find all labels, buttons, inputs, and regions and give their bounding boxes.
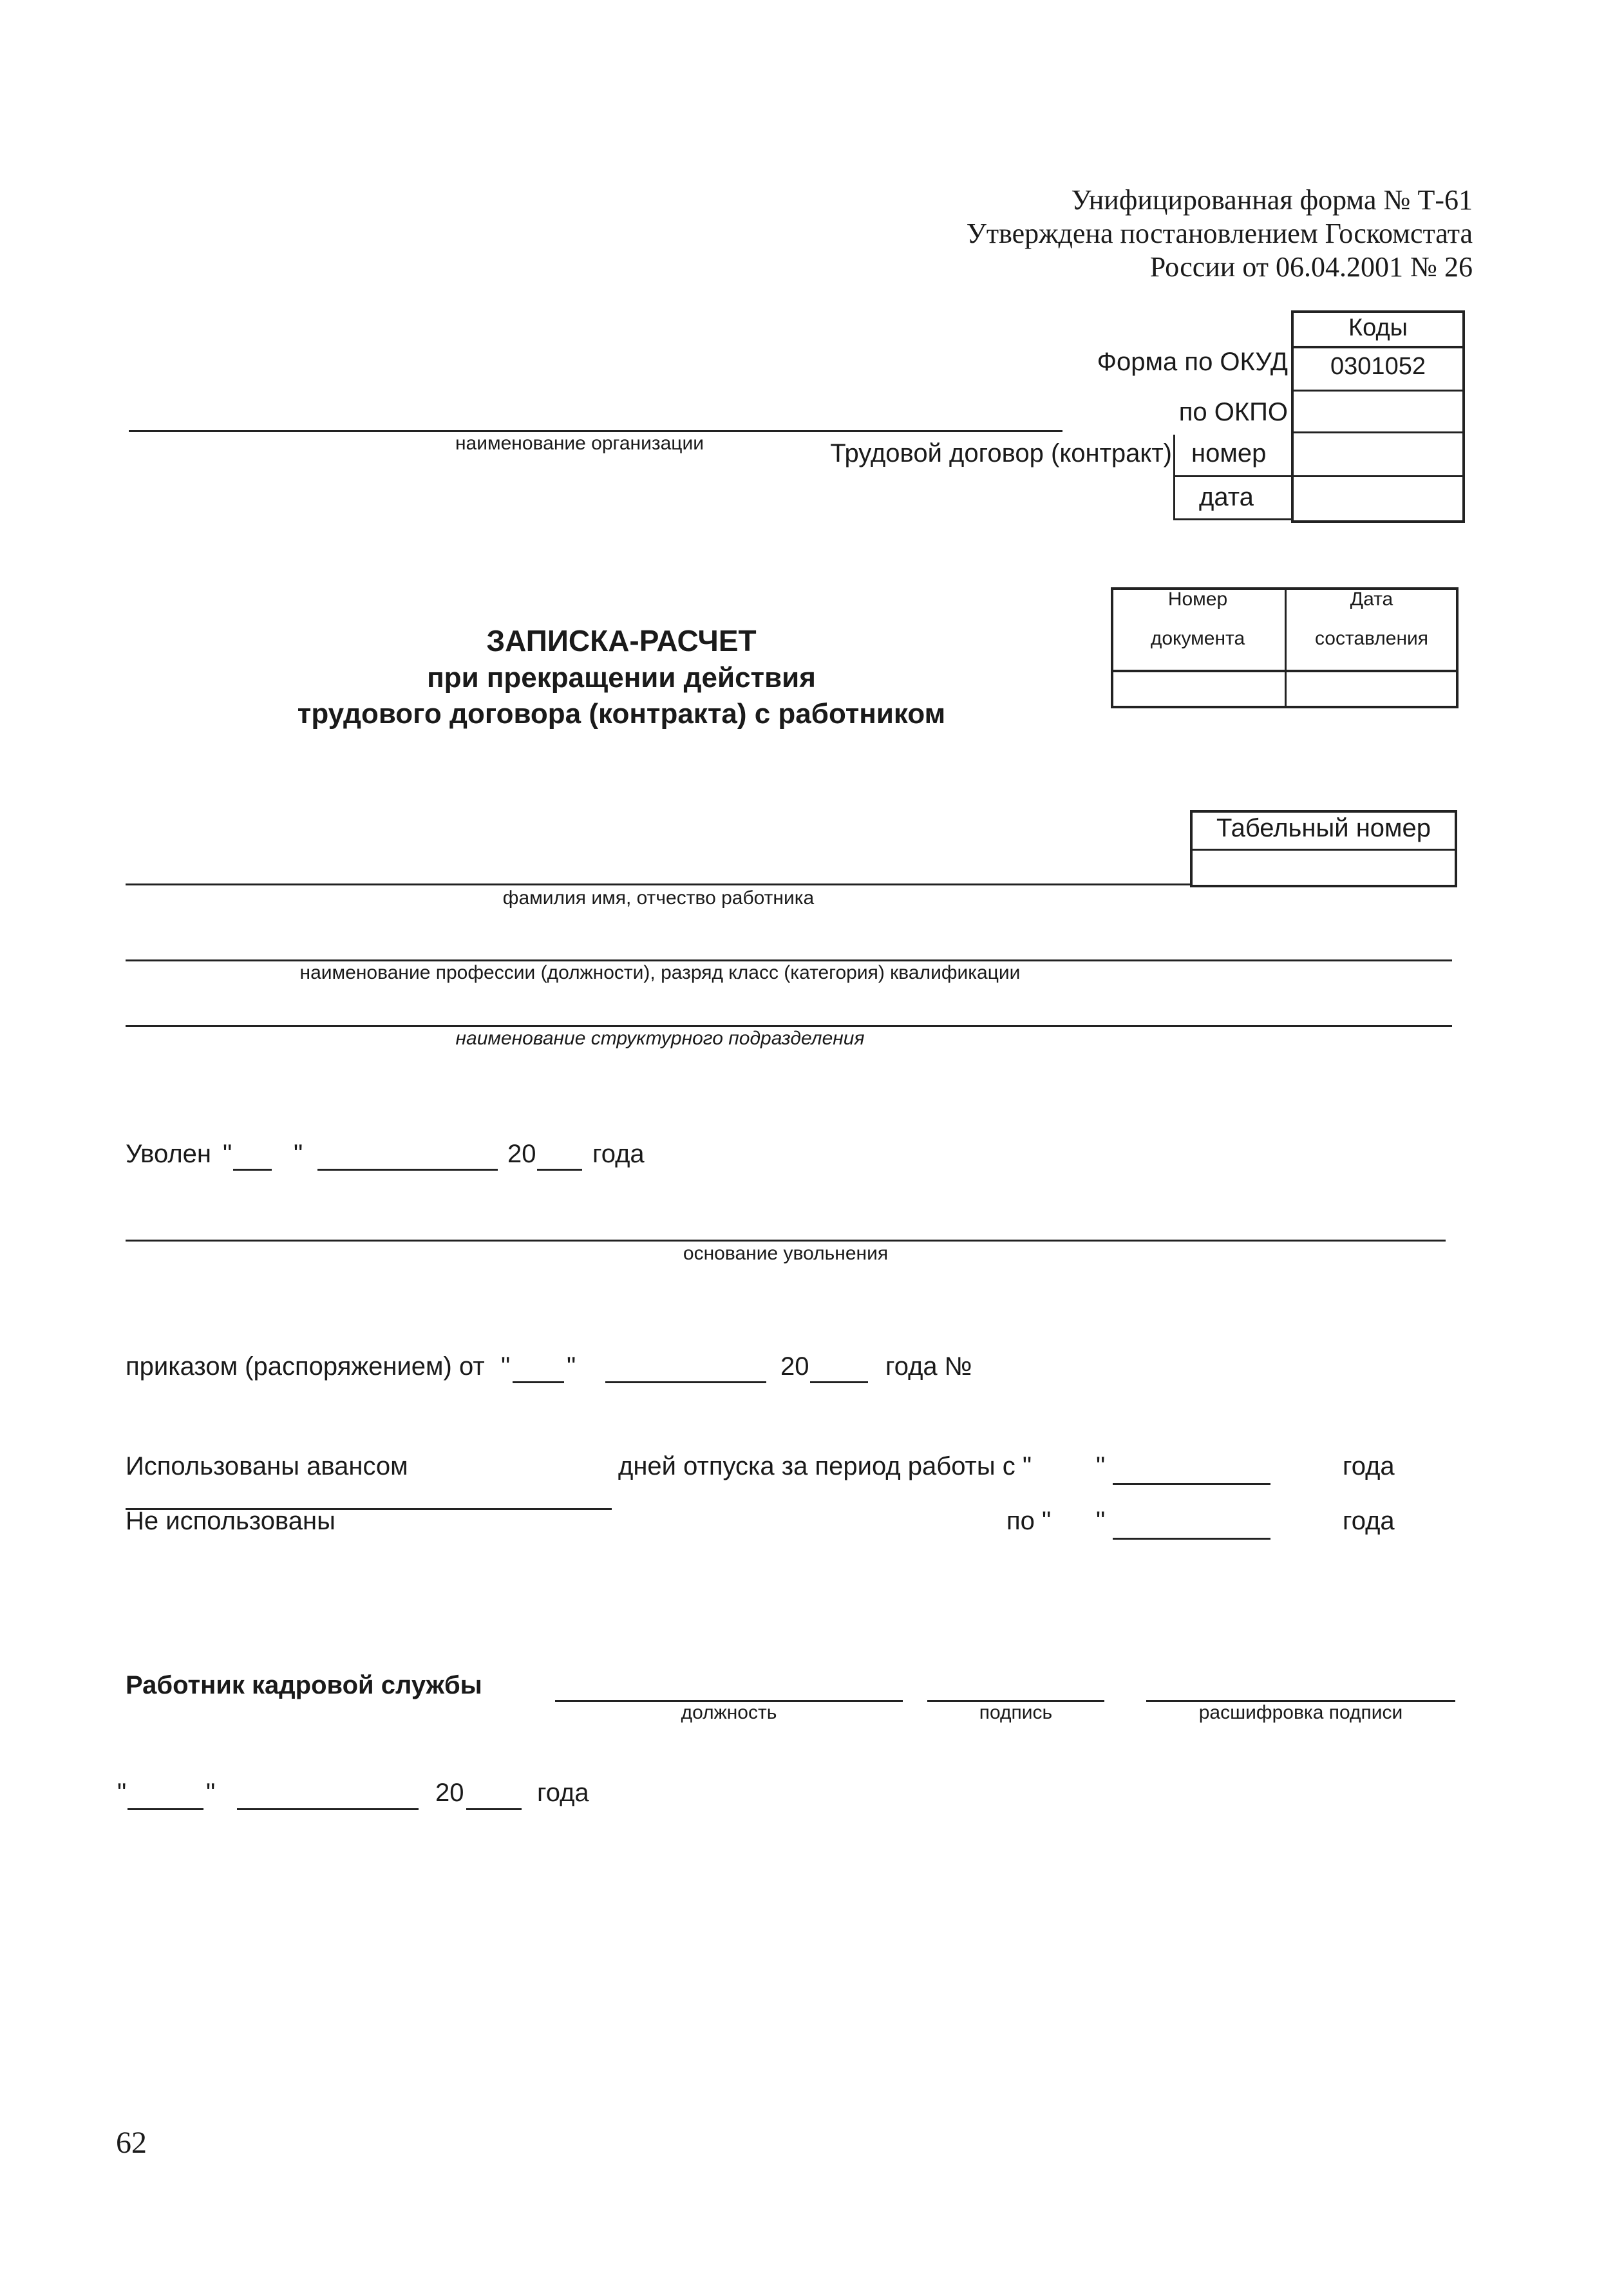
approval-line: Утверждена постановлением Госкомстата xyxy=(966,218,1473,249)
order-year-line[interactable] xyxy=(810,1381,868,1383)
vacation-to-label: по " xyxy=(1006,1507,1052,1535)
codes-title: Коды xyxy=(1348,314,1408,341)
document-subtitle-2: трудового договора (контракта) с работником xyxy=(297,698,946,730)
profession-caption: наименование профессии (должности), разряд класс (категория) квалификации xyxy=(299,962,1021,983)
doc-number-header-1: Номер xyxy=(1167,589,1228,610)
approval-date-line: России от 06.04.2001 № 26 xyxy=(1149,251,1473,283)
organization-caption: наименование организации xyxy=(455,433,704,454)
contract-label: Трудовой договор (контракт) xyxy=(830,439,1172,468)
dismissal-year-line[interactable] xyxy=(537,1169,582,1171)
employee-name-line[interactable] xyxy=(126,883,1191,885)
doc-number-header-2: документа xyxy=(1150,628,1245,649)
doc-number-input[interactable] xyxy=(1113,672,1285,706)
signature-day-line[interactable] xyxy=(127,1808,203,1810)
dismissal-label: Уволен xyxy=(126,1140,212,1168)
hr-signature-caption: подпись xyxy=(979,1702,1053,1723)
order-label: приказом (распоряжением) от xyxy=(126,1352,485,1381)
tabel-number-input[interactable] xyxy=(1193,851,1455,885)
form-number-line: Унифицированная форма № Т-61 xyxy=(1071,184,1473,216)
hr-name-decode-caption: расшифровка подписи xyxy=(1198,1702,1403,1723)
dismissal-month-line[interactable] xyxy=(317,1169,498,1171)
page-number: 62 xyxy=(116,2126,147,2160)
document-subtitle-1: при прекращении действия xyxy=(427,662,816,694)
vacation-to-date-line[interactable] xyxy=(1113,1538,1270,1540)
department-caption: наименование структурного подразделения xyxy=(455,1028,865,1049)
department-line[interactable] xyxy=(126,1025,1452,1027)
dismissal-day-line[interactable] xyxy=(233,1169,272,1171)
signature-month-line[interactable] xyxy=(237,1808,419,1810)
vacation-from-date-line[interactable] xyxy=(1113,1483,1270,1485)
dismissal-basis-caption: основание увольнения xyxy=(683,1243,889,1264)
order-month-line[interactable] xyxy=(605,1381,766,1383)
employee-name-caption: фамилия имя, отчество работника xyxy=(502,887,815,909)
doc-date-header-2: составления xyxy=(1314,628,1429,649)
dismissal-basis-line[interactable] xyxy=(126,1240,1446,1242)
signature-year-line[interactable] xyxy=(466,1808,522,1810)
contract-date-label: дата xyxy=(1199,483,1254,511)
vacation-used-label: Использованы авансом xyxy=(126,1452,408,1480)
doc-date-header-1: Дата xyxy=(1350,589,1393,610)
order-day-line[interactable] xyxy=(513,1381,564,1383)
profession-line[interactable] xyxy=(126,959,1452,961)
hr-employee-label: Работник кадровой службы xyxy=(126,1671,482,1699)
vacation-unused-label: Не использованы xyxy=(126,1507,335,1535)
okud-code-value: 0301052 xyxy=(1330,353,1426,380)
vacation-period-label: дней отпуска за период работы с " xyxy=(618,1452,1032,1480)
okud-label: Форма по ОКУД xyxy=(1097,348,1288,376)
contract-number-label: номер xyxy=(1191,439,1267,468)
document-title: ЗАПИСКА-РАСЧЕТ xyxy=(486,624,757,657)
document-title-block xyxy=(219,621,1024,732)
okpo-label: по ОКПО xyxy=(1178,398,1288,426)
doc-date-input[interactable] xyxy=(1287,672,1456,706)
organization-line[interactable] xyxy=(129,430,1062,432)
tabel-number-label: Табельный номер xyxy=(1216,814,1431,842)
hr-position-caption: должность xyxy=(681,1702,777,1723)
form-header xyxy=(967,184,1473,284)
